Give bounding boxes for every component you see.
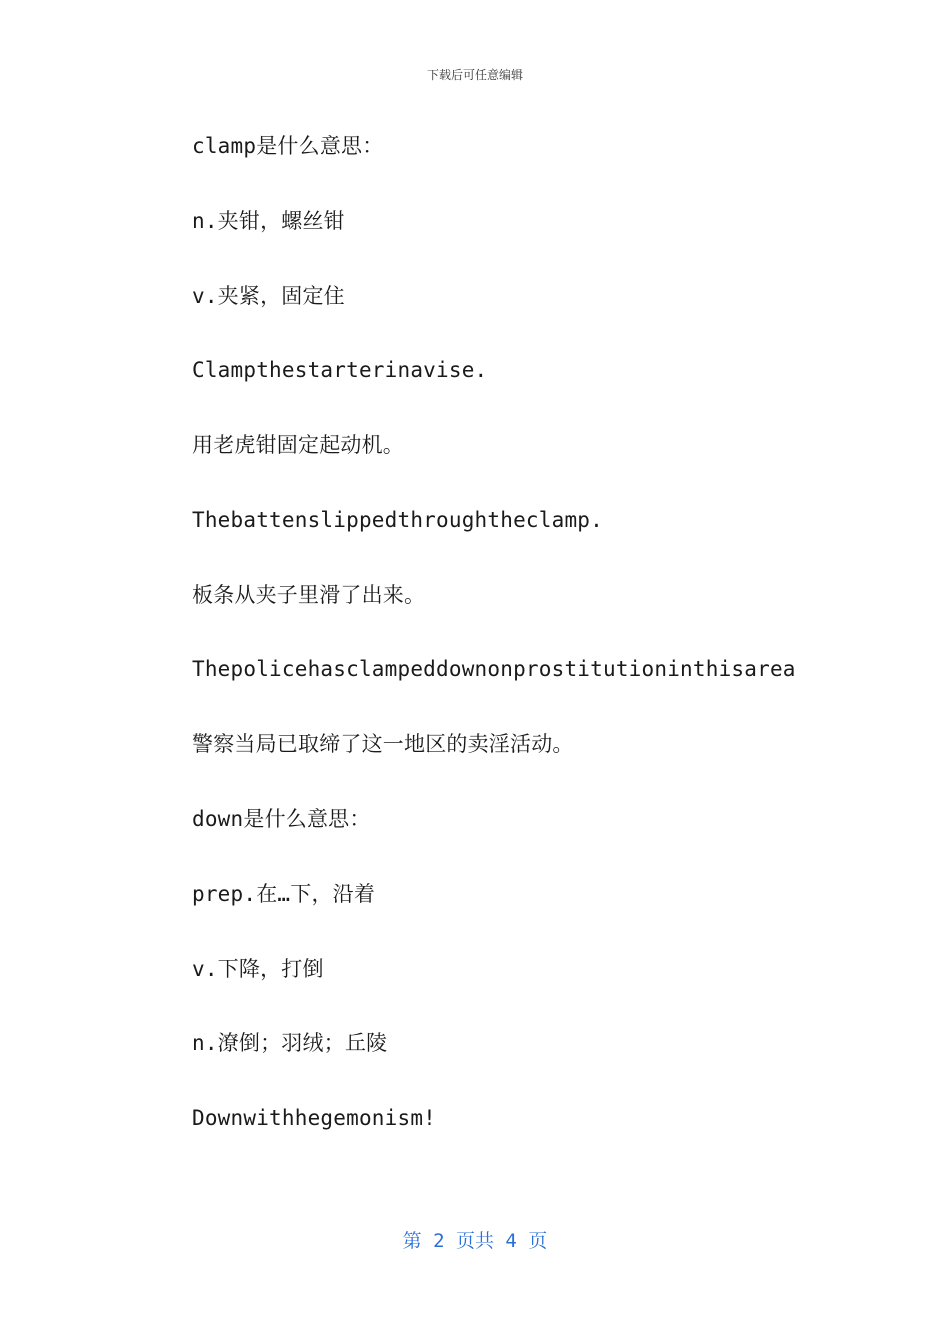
text-line: down是什么意思： (192, 807, 371, 832)
text-line: v.下降，打倒 (192, 956, 324, 981)
text-line: 警察当局已取缔了这一地区的卖淫活动。 (192, 732, 574, 757)
text-line: Downwithhegemonism! (192, 1106, 437, 1131)
text-line: Thebattenslippedthroughtheclamp. (192, 507, 603, 532)
document-body (192, 128, 892, 1175)
text-line: n.潦倒；羽绒；丘陵 (192, 1031, 388, 1056)
text-line: 板条从夹子里滑了出来。 (192, 582, 426, 607)
text-line: Thepolicehasclampeddownonprostitutioninthisarea (192, 657, 796, 682)
text-line: prep.在…下，沿着 (192, 881, 376, 906)
text-line: n.夹钳，螺丝钳 (192, 208, 345, 233)
page-number-footer: 第 2 页共 4 页 (402, 1230, 548, 1252)
text-line: Clampthestarterinavise. (192, 358, 488, 383)
page-header: 下载后可任意编辑 (426, 68, 523, 82)
text-line: v.夹紧，固定住 (192, 283, 345, 308)
text-line: clamp是什么意思： (192, 134, 384, 158)
text-line: 用老虎钳固定起动机。 (192, 433, 404, 458)
